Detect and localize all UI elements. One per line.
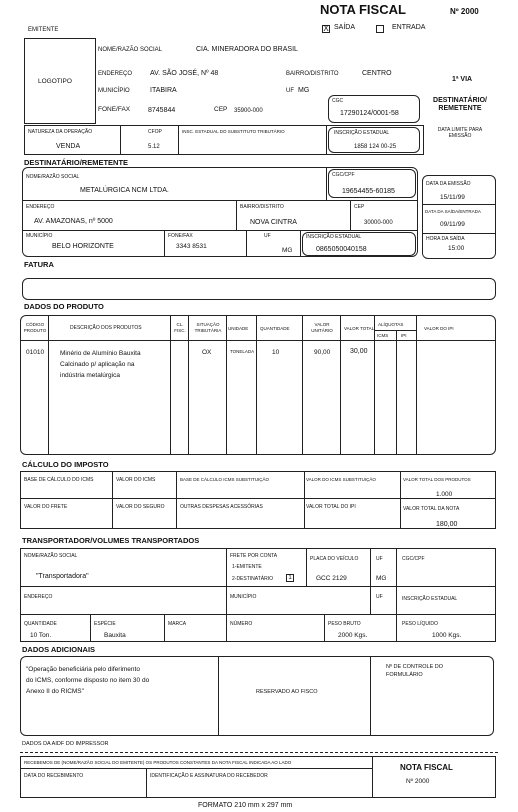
col-valor-unitario: VALOR UNITÁRIO [311,322,333,333]
produto-quantidade: 10 [272,349,280,356]
peso-liquido-value: 1000 Kgs. [432,632,462,639]
formato-text: FORMATO 210 mm x 297 mm [198,802,293,809]
col-quantidade: QUANTIDADE [260,326,290,331]
placa-label: PLACA DO VEÍCULO [310,556,359,562]
transp-uf: MG [376,575,387,582]
transp-cgc-label: CGC/CPF [402,556,425,562]
adicionais-linha-2: do ICMS, conforme disposto no item 30 do [26,677,150,684]
dest-bairro-label: BAIRRO/DISTRITO [240,204,284,210]
dest-endereco-label: ENDEREÇO [26,204,55,210]
emitente-fone-label: FONE/FAX [98,106,131,113]
dest-fone: 3343 8531 [176,243,207,250]
produto-valor-total: 30,00 [350,348,368,355]
emitente-uf-label: UF [286,88,294,94]
valor-icms-label: VALOR DO ICMS [116,477,156,483]
canhoto-nf-number: Nº 2000 [406,778,430,785]
data-limite-label: DATA LIMITE PARA EMISSÃO [437,127,483,139]
emitente-cep: 35900-000 [234,108,263,114]
emitente-cgc: 17290124/0001-58 [340,110,399,117]
emitente-bairro-label: BAIRRO/DISTRITO [286,71,339,77]
col-unidade: UNIDADE [228,326,249,331]
natureza-label: NATUREZA DA OPERAÇÃO [28,129,93,135]
marca-label: MARCA [168,621,187,627]
emitente-label: EMITENTE [28,27,59,33]
transp-nome-label: NOME/RAZÃO SOCIAL [24,553,78,559]
transp-uf2-label: UF [376,594,383,600]
transportador-section: TRANSPORTADOR/VOLUMES TRANSPORTADOS [22,536,200,545]
ie-substituto-label: INSC. ESTADUAL DO SUBSTITUTO TRIBUTÁRIO [182,129,285,134]
seguro-label: VALOR DO SEGURO [116,504,165,510]
destinatario-section: DESTINATÁRIO/REMETENTE [24,158,129,167]
fatura-box[interactable] [22,278,496,300]
aidf-impressor: DADOS DA AIDF DO IMPRESSOR [22,741,109,747]
col-valor-total: VALOR TOTAL [344,326,375,331]
produtos-section: DADOS DO PRODUTO [24,302,104,311]
cfop-label: CFOP [148,129,162,135]
data-emissao-label: DATA DA EMISSÃO [426,181,471,187]
col-situacao: SITUAÇÃO TRIBUTÁRIA [194,322,222,333]
dest-ie-label: INSCRIÇÃO ESTADUAL [306,234,362,240]
dest-endereco: AV. AMAZONAS, nº 5000 [34,218,113,225]
transp-nome: "Transportadora" [36,573,89,580]
valor-sub-label: VALOR DO ICMS SUBSTITUIÇÃO [306,477,376,482]
entrada-checkbox[interactable] [376,25,384,33]
especie-value: Bauxita [104,632,126,639]
dest-cgc-label: CGC/CPF [332,172,355,178]
saida-checkbox[interactable]: X [323,24,329,33]
placa-value: GCC 2129 [316,575,347,582]
ie-label: INSCRIÇÃO ESTADUAL [334,130,390,136]
col-codigo: CÓDIGO PRODUTO [23,322,47,333]
data-recebimento-label: DATA DO RECEBIMENTO [24,773,84,779]
peso-bruto-value: 2000 Kgs. [338,632,368,639]
adicionais-linha-1: "Operação beneficiária pelo diferimento [26,666,140,673]
controle-formulario-label: Nº DE CONTROLE DO FORMULÁRIO [386,664,444,678]
col-aliquotas: ALÍQUOTAS [378,322,404,327]
col-clfisc: CL. FISC. [174,322,186,333]
dest-ie: 0865050040158 [316,246,367,253]
cfop-value: 5.12 [148,144,160,150]
dest-bairro: NOVA CINTRA [250,219,297,226]
primeira-via: 1ª VIA [452,76,473,83]
data-saida: 09/11/99 [440,221,465,228]
dest-uf: MG [282,247,293,254]
base-sub-label: BASE DE CÁLCULO ICMS SUBSTITUIÇÃO [180,477,270,482]
emitente-bairro: CENTRO [362,70,392,77]
destinatario-remetente-header: DESTINATÁRIO/ REMETENTE [433,97,487,112]
quantidade-value: 10 Ton. [30,632,52,639]
entrada-label: ENTRADA [392,24,426,31]
col-descricao: DESCRIÇÃO DOS PRODUTOS [70,325,142,331]
data-emissao: 15/11/99 [440,194,465,201]
produto-codigo: 01010 [26,349,45,356]
peso-liquido-label: PESO LÍQUIDO [402,621,438,627]
dest-cgc: 19654455-60185 [342,188,395,195]
dest-nome-label: NOME/RAZÃO SOCIAL [26,174,80,180]
emitente-nome: CIA. MINERADORA DO BRASIL [196,46,298,53]
dest-cep: 30000-000 [364,220,393,226]
valor-produtos-label: VALOR TOTAL DOS PRODUTOS [403,477,471,482]
col-valor-ipi: VALOR DO IPI [424,326,454,331]
especie-label: ESPÉCIE [94,621,116,627]
peso-bruto-label: PESO BRUTO [328,621,361,627]
dest-municipio: BELO HORIZONTE [52,243,114,250]
quantidade-label: QUANTIDADE [24,621,57,627]
frete-opt2: 2-DESTINATÁRIO [232,576,274,582]
logotipo-text: LOGOTIPO [38,78,72,85]
produtos-table [20,315,496,455]
emitente-nome-label: NOME/RAZÃO SOCIAL [98,47,163,53]
total-nota: 180,00 [436,521,458,528]
total-nota-label: VALOR TOTAL DA NOTA [403,506,460,512]
emitente-endereco: AV. SÃO JOSÉ, Nº 48 [150,70,219,77]
produto-situacao: OX [202,349,212,356]
base-icms-label: BASE DE CÁLCULO DO ICMS [24,477,94,483]
frete-conta-checkbox[interactable]: 1 [286,574,294,582]
data-saida-label: DATA DA SAÍDA/ENTRADA [425,209,481,214]
numero-label: NÚMERO [230,621,253,627]
dest-municipio-label: MUNICÍPIO [26,233,53,239]
produto-descricao: Minério de Alumínio Bauxita Calcinado p/ aplicação na indústria metalúrgica [60,350,141,379]
frete-conta-label: FRETE POR CONTA [230,553,278,559]
emitente-cgc-label: CGC [332,98,344,104]
recebemos-text: RECEBEMOS DE (NOME/RAZÃO SOCIAL DO EMITENTE) OS PRODUTOS CONSTANTES DA NOTA FISCAL INDICADA AO LADO [24,760,292,765]
emitente-fone: 8745844 [148,107,176,114]
dest-nome: METALÚRGICA NCM LTDA. [80,187,169,194]
emitente-uf: MG [298,87,310,94]
adicionais-linha-3: Anexo II do RICMS" [26,688,84,695]
ie-value: 1858 124 00-25 [354,144,397,150]
imposto-section: CÁLCULO DO IMPOSTO [22,460,109,469]
fatura-section: FATURA [24,260,54,269]
emitente-municipio: ITABIRA [150,87,177,94]
transp-uf-label: UF [376,556,383,562]
reservado-fisco: RESERVADO AO FISCO [256,689,318,695]
transp-endereco-label: ENDEREÇO [24,594,53,600]
dest-cep-label: CEP [354,204,365,210]
produto-unidade: TONELADA [230,349,255,354]
transp-municipio-label: MUNICÍPIO [230,594,257,600]
ipi-label: VALOR TOTAL DO IPI [306,504,356,510]
hora-saida-label: HORA DA SAÍDA [426,236,465,242]
emitente-endereco-label: ENDEREÇO [98,71,133,77]
adicionais-section: DADOS ADICIONAIS [22,645,96,654]
nota-fiscal-number: Nº 2000 [450,7,479,16]
saida-label: SAÍDA [334,24,356,31]
emitente-cep-label: CEP [214,106,228,113]
col-icms: ICMS [377,333,389,338]
identificacao-label: IDENTIFICAÇÃO E ASSINATURA DO RECEBEDOR [150,773,268,779]
transp-ie-label: INSCRIÇÃO ESTADUAL [402,596,458,602]
valor-produtos: 1.000 [436,491,453,498]
canhoto-nf-title: NOTA FISCAL [400,763,453,772]
col-ipi: IPI [401,333,407,338]
hora-saida: 15:00 [448,245,465,252]
frete-label: VALOR DO FRETE [24,504,68,510]
nota-fiscal-title: NOTA FISCAL [320,2,406,17]
dest-uf-label: UF [264,233,271,239]
outras-label: OUTRAS DESPESAS ACESSÓRIAS [180,504,263,510]
frete-opt1: 1-EMITENTE [232,564,262,570]
produto-valor-unitario: 90,00 [314,349,331,356]
natureza-value: VENDA [56,143,81,150]
emitente-municipio-label: MUNICÍPIO [98,88,130,94]
transportador-box [20,548,496,642]
dest-fone-label: FONE/FAX [168,233,193,239]
